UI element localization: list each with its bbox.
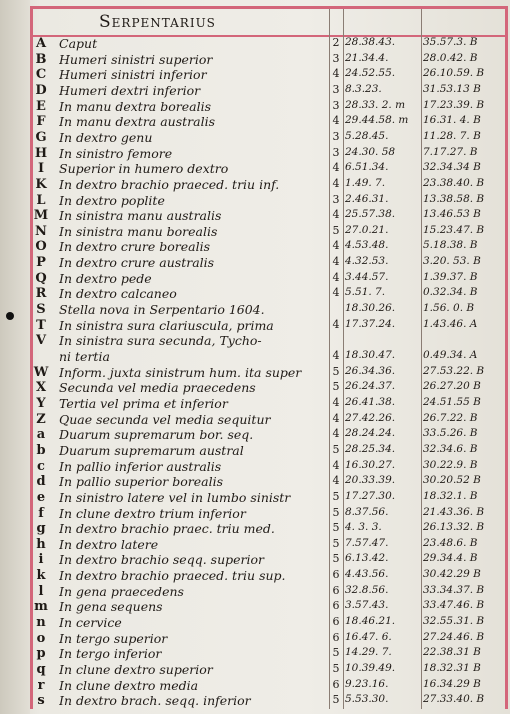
star-magnitude: 6 [332,599,340,613]
star-letter: A [35,36,47,51]
star-latitude: 26.27.20 B [423,380,481,393]
star-letter: V [35,333,47,349]
star-longitude: 4. 3. 3. [345,521,382,534]
star-letter: P [36,255,46,271]
star-longitude: 28.24.24. [345,427,396,440]
star-description: Quae secunda vel media sequitur [59,411,271,427]
catalog-row [33,537,505,553]
star-latitude: 28.0.42. B [423,51,478,64]
star-description: In sinistro latere vel in lumbo sinistr [59,489,291,505]
catalog-row [33,631,505,647]
star-description: In dextro crure borealis [59,239,211,255]
star-longitude: 3.44.57. [345,270,389,283]
star-magnitude: 4 [332,286,340,300]
catalog-row [33,36,505,52]
catalog-row [33,208,505,224]
star-longitude: 18.30.47. [345,349,396,361]
star-letter: T [36,317,46,333]
star-description: In cervice [59,615,122,631]
star-latitude: 33.34.37. B [423,583,485,596]
star-description: In dextro brachio seqq. superior [59,552,264,568]
star-latitude: 3.20. 53. B [423,255,481,268]
star-latitude: 21.43.36. B [423,505,485,518]
catalog-row [33,239,505,255]
star-description: In dextro brachio praeced. triu inf. [59,176,280,192]
star-letter: r [37,677,45,693]
star-latitude: 27.53.22. B [423,364,485,377]
catalog-row [33,52,505,68]
star-letter: d [36,474,46,490]
star-magnitude: 2 [332,36,340,49]
catalog-row [33,693,505,709]
catalog-row [33,161,505,177]
star-longitude: 16.30.27. [345,458,396,471]
catalog-row [33,271,505,287]
star-latitude: 26.7.22. B [423,411,478,424]
catalog-row [33,412,505,428]
star-magnitude: 4 [332,474,340,488]
star-latitude: 30.20.52 B [423,474,481,487]
star-description: Humeri sinistri inferior [59,67,207,83]
star-description: In gena sequens [59,599,163,615]
star-magnitude: 4 [332,161,340,175]
star-description: In sinistra sura clariuscula, prima [59,317,274,333]
star-description: Superior in humero dextro [59,161,229,177]
star-longitude: 26.24.37. [345,380,396,393]
star-latitude: 0.49.34. A [423,349,478,361]
star-latitude: 18.32.31 B [423,662,481,674]
star-letter: F [36,114,46,130]
star-magnitude: 5 [332,646,340,660]
catalog-row [33,662,505,678]
star-longitude: 29.44.58. m [345,114,409,127]
star-latitude: 13.38.58. B [423,192,485,205]
catalog-row [33,130,505,146]
star-magnitude: 4 [332,270,340,284]
star-longitude: 20.33.39. [345,474,396,487]
star-magnitude: 3 [332,145,340,159]
star-letter: p [36,646,46,662]
star-latitude: 16.31. 4. B [423,114,481,127]
catalog-row [33,146,505,162]
star-longitude: 17.27.30. [345,489,396,502]
star-latitude: 26.10.59. B [423,67,485,80]
star-latitude: 18.32.1. B [423,489,478,502]
star-letter: M [33,208,49,224]
star-letter: W [33,364,49,380]
star-magnitude: 3 [332,192,340,206]
star-latitude: 32.34.6. B [423,442,478,455]
star-longitude: 8.3.23. [345,82,382,95]
star-longitude: 9.23.16. [345,677,389,690]
star-magnitude: 5 [332,380,340,394]
star-letter: B [35,51,47,67]
star-letter: f [38,505,44,521]
star-latitude: 22.38.31 B [423,646,481,659]
catalog-row [33,599,505,615]
star-description: In clune dextro media [59,677,199,693]
star-longitude: 16.47. 6. [345,630,392,643]
star-description: In dextro calcaneo [59,286,177,302]
catalog-row [33,83,505,99]
star-description: Duarum supremarum bor. seq. [59,427,254,443]
catalog-row [33,318,505,334]
star-letter: L [36,192,46,208]
catalog-row [33,224,505,240]
star-magnitude: 5 [332,662,340,675]
star-magnitude: 5 [332,536,340,550]
catalog-row [33,67,505,83]
star-magnitude: 6 [332,677,340,691]
star-longitude: 24.30. 58 [345,145,396,158]
star-longitude: 17.37.24. [345,317,396,330]
star-letter: G [35,129,47,145]
star-magnitude: 4 [332,411,340,425]
star-description: In dextro crure australis [59,255,215,271]
star-catalog-table [30,6,508,709]
star-letter: l [38,583,44,599]
title-row [33,9,505,37]
constellation-title: Serpentarius [99,12,216,32]
star-longitude: 4.43.56. [345,568,389,581]
star-latitude: 27.33.40. B [423,693,485,706]
catalog-row [33,333,505,349]
star-longitude: 6.13.42. [345,552,389,565]
star-magnitude: 4 [332,458,340,472]
catalog-row [33,490,505,506]
star-description: In dextro brachio praec. triu med. [59,521,275,537]
star-letter: e [36,489,46,505]
star-magnitude: 5 [332,521,340,535]
star-description: Tertia vel prima et inferior [59,395,228,411]
star-magnitude: 5 [332,505,340,519]
star-magnitude: 6 [332,583,340,597]
star-longitude: 21.34.4. [345,51,389,64]
star-longitude: 18.30.26. [345,302,396,315]
star-letter: K [35,176,47,192]
star-letter: h [36,536,46,552]
catalog-row [33,365,505,381]
star-description: In dextro genu [59,129,153,145]
star-latitude: 5.18.38. B [423,239,478,252]
catalog-row [33,396,505,412]
star-longitude: 7.57.47. [345,536,389,549]
star-letter: g [36,521,46,537]
star-description: Inform. juxta sinistrum hum. ita super [59,364,302,380]
star-longitude: 4.32.53. [345,255,389,268]
catalog-row [33,474,505,490]
star-letter: o [36,630,46,646]
star-letter: i [38,552,44,568]
star-magnitude: 4 [332,239,340,253]
star-description: In pallio inferior australis [59,458,222,474]
star-letter: c [37,458,45,474]
star-description: Duarum supremarum austral [59,442,244,458]
star-description: In dextro brachio praeced. triu sup. [59,568,286,584]
catalog-row [33,584,505,600]
star-description: Humeri sinistri superior [59,51,213,67]
star-longitude: 6.51.34. [345,161,389,174]
star-description: Stella nova in Serpentario 1604. [59,302,265,318]
star-latitude: 31.53.13 B [423,82,481,95]
catalog-row [33,302,505,318]
star-latitude: 1.56. 0. B [423,302,475,315]
star-description: In manu dextra australis [59,114,215,130]
star-magnitude: 4 [332,114,340,128]
star-magnitude: 6 [332,630,340,644]
catalog-row [33,380,505,396]
star-latitude: 33.5.26. B [423,427,478,440]
star-longitude: 28.38.43. [345,36,396,48]
star-letter: s [37,693,45,709]
star-longitude: 5.51. 7. [345,286,386,299]
star-description: In tergo inferior [59,646,162,662]
star-letter: E [36,98,46,114]
catalog-row [33,114,505,130]
star-description: In clune dextro trium inferior [59,505,246,521]
left-margin [0,0,30,714]
catalog-row [33,459,505,475]
star-description: In sinistra manu australis [59,208,222,224]
star-letter: Q [35,270,47,286]
star-latitude: 23.38.40. B [423,176,485,189]
star-magnitude: 3 [332,129,340,143]
star-longitude: 5.53.30. [345,693,389,706]
star-description: In dextro latere [59,536,159,552]
catalog-row [33,255,505,271]
star-magnitude: 3 [332,98,340,112]
star-latitude: 27.24.46. B [423,630,485,643]
star-longitude: 18.46.21. [345,615,396,628]
star-latitude: 0.32.34. B [423,286,478,299]
catalog-row [33,646,505,662]
star-latitude: 29.34.4. B [423,552,478,565]
star-longitude: 32.8.56. [345,583,389,596]
star-latitude: 15.23.47. B [423,223,485,236]
star-magnitude: 6 [332,568,340,582]
star-magnitude: 5 [332,489,340,503]
star-latitude: 7.17.27. B [423,145,478,158]
star-latitude: 35.57.3. B [423,36,478,48]
star-description: In dextro brach. seqq. inferior [59,693,251,709]
catalog-row [33,193,505,209]
star-letter: R [35,286,47,302]
star-description: In dextro poplite [59,192,165,208]
star-description: In dextro pede [59,270,152,286]
star-latitude: 23.48.6. B [423,536,478,549]
star-magnitude: 5 [332,364,340,378]
star-longitude: 26.41.38. [345,395,396,408]
star-longitude: 4.53.48. [345,239,389,252]
catalog-row [33,678,505,694]
star-magnitude: 5 [332,552,340,566]
star-longitude: 26.34.36. [345,364,396,377]
star-description: ni tertia [59,349,110,364]
catalog-row [33,521,505,537]
star-magnitude: 6 [332,615,340,629]
star-description: In pallio superior borealis [59,474,223,490]
star-letter: m [34,599,48,615]
star-description: In tergo superior [59,630,168,646]
star-latitude: 30.22.9. B [423,458,478,471]
star-description: In sinistra sura secunda, Tycho- [59,333,262,349]
star-letter: O [35,239,47,255]
star-letter: C [35,67,47,83]
star-latitude: 32.55.31. B [423,615,485,628]
star-letter: k [36,568,46,584]
star-description: In sinistra manu borealis [59,223,218,239]
star-letter: n [36,615,46,631]
catalog-row [33,506,505,522]
star-longitude: 10.39.49. [345,662,396,674]
star-description: Secunda vel media praecedens [59,380,256,396]
star-longitude: 3.57.43. [345,599,389,612]
star-letter: q [36,662,46,677]
star-letter: Y [36,395,46,411]
star-longitude: 28.33. 2. m [345,98,406,111]
star-magnitude: 5 [332,693,340,707]
catalog-row [33,615,505,631]
star-magnitude: 5 [332,223,340,237]
star-longitude: 27.0.21. [345,223,389,236]
star-magnitude: 3 [332,51,340,65]
star-latitude: 13.46.53 B [423,208,481,221]
star-magnitude: 4 [332,427,340,441]
star-latitude: 17.23.39. B [423,98,485,111]
star-latitude: 1.39.37. B [423,270,478,283]
star-latitude: 24.51.55 B [423,395,481,408]
star-letter: a [36,427,46,443]
catalog-row [33,427,505,443]
catalog-row [33,99,505,115]
star-letter: X [35,380,47,396]
star-magnitude: 4 [332,349,340,362]
star-longitude: 8.37.56. [345,505,389,518]
catalog-row [33,286,505,302]
star-latitude: 32.34.34 B [423,161,481,174]
catalog-row [33,177,505,193]
star-letter: I [37,161,45,177]
star-longitude: 1.49. 7. [345,176,386,189]
star-magnitude: 5 [332,442,340,456]
star-longitude: 24.52.55. [345,67,396,80]
catalog-row [33,349,505,365]
star-magnitude: 4 [332,317,340,331]
star-magnitude: 4 [332,176,340,190]
star-longitude: 28.25.34. [345,442,396,455]
star-description: In sinistro femore [59,145,173,161]
star-description: Caput [59,36,98,51]
star-latitude: 11.28. 7. B [423,129,481,142]
star-letter: S [36,302,46,318]
star-magnitude: 4 [332,255,340,269]
star-magnitude: 4 [332,67,340,81]
star-letter: H [34,145,48,161]
star-longitude: 2.46.31. [345,192,389,205]
star-latitude: 1.43.46. A [423,317,478,330]
star-longitude: 14.29. 7. [345,646,392,659]
star-longitude: 25.57.38. [345,208,396,221]
star-letter: b [36,442,46,458]
star-longitude: 27.42.26. [345,411,396,424]
catalog-row [33,443,505,459]
star-longitude: 5.28.45. [345,129,389,142]
star-letter: Z [36,411,46,427]
star-description: Humeri dextri inferior [59,82,201,98]
catalog-row [33,552,505,568]
star-magnitude: 4 [332,395,340,409]
star-latitude: 30.42.29 B [423,568,481,581]
catalog-row [33,568,505,584]
star-latitude: 26.13.32. B [423,521,485,534]
star-latitude: 16.34.29 B [423,677,481,690]
star-description: In manu dextra borealis [59,98,211,114]
star-description: In clune dextro superior [59,662,213,677]
star-letter: D [35,82,47,98]
binding-hole [6,312,14,320]
star-description: In gena praecedens [59,583,184,599]
star-latitude: 33.47.46. B [423,599,485,612]
star-magnitude: 3 [332,82,340,96]
star-magnitude: 4 [332,208,340,222]
star-letter: N [35,223,47,239]
